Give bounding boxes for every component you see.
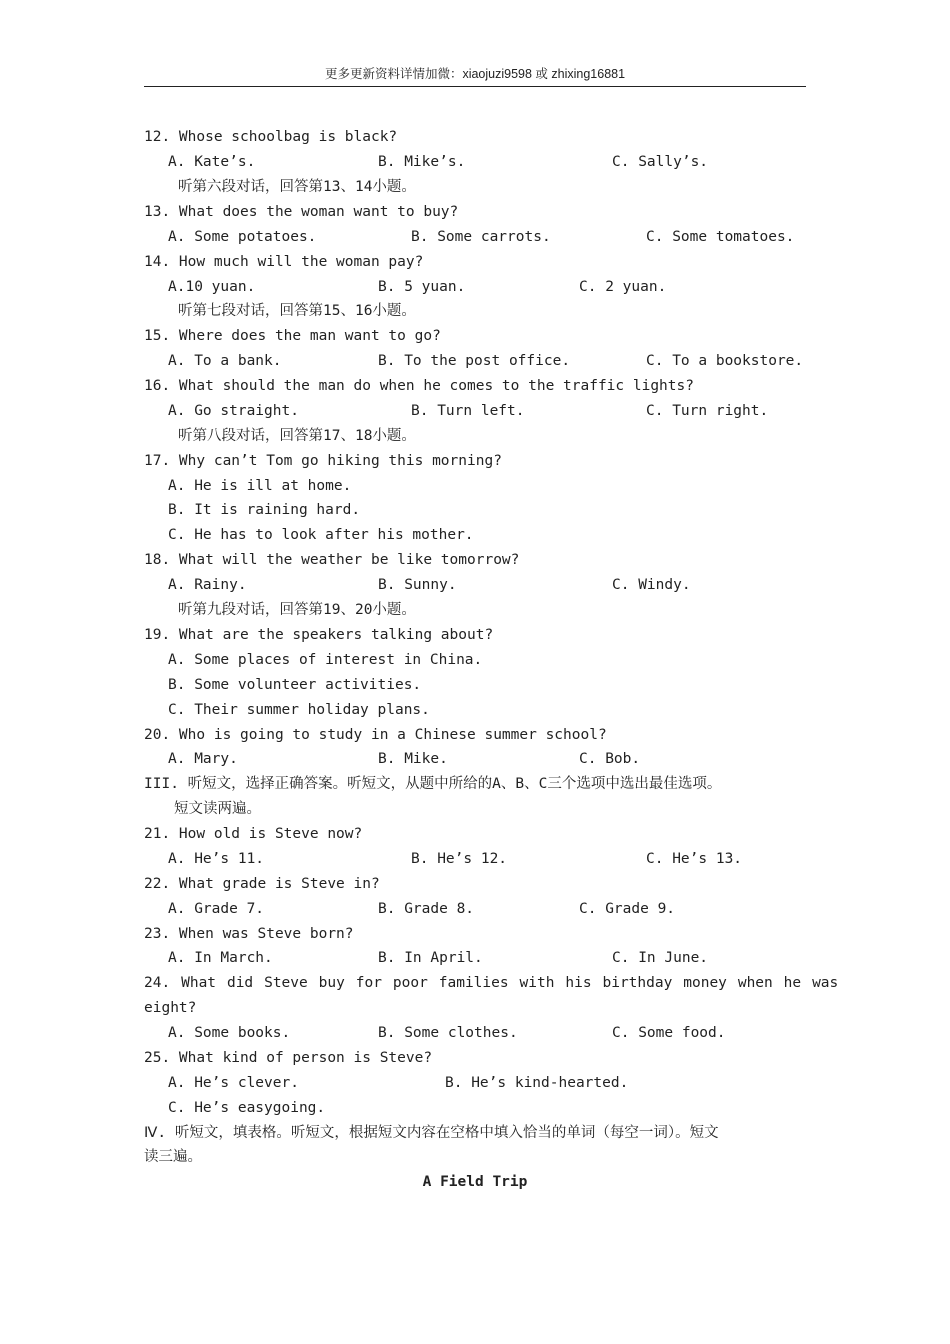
option-25-a: A. He’s clever. [168,1075,299,1091]
option-16-b: B. Turn left. [411,403,525,419]
option-12-b: B. Mike’s. [378,154,466,170]
question-16: 16. What should the man do when he comes to the traffic lights? [144,378,694,394]
option-21-b: B. He’s 12. [411,851,508,867]
question-24: 24. What did Steve buy for poor families with his birthday money when he was [144,975,839,991]
option-24-c: C. Some food. [612,1025,726,1041]
option-22-b: B. Grade 8. [378,901,475,917]
option-12-c: C. Sally’s. [612,154,709,170]
question-12: 12. Whose schoolbag is black? [144,129,398,145]
question-24-cont: eight? [144,1000,197,1016]
option-15-b: B. To the post office. [378,353,571,369]
option-16-c: C. Turn right. [646,403,769,419]
question-13: 13. What does the woman want to buy? [144,204,459,220]
option-24-b: B. Some clothes. [378,1025,518,1041]
question-23: 23. When was Steve born? [144,926,354,942]
question-18: 18. What will the weather be like tomorrow? [144,552,520,568]
option-14-a: A.10 yuan. [168,279,256,295]
section-iv-heading-cont: 读三遍。 [144,1149,202,1165]
option-22-a: A. Grade 7. [168,901,265,917]
option-13-a: A. Some potatoes. [168,229,317,245]
option-20-b: B. Mike. [378,751,448,767]
section-iii-heading: III. 听短文，选择正确答案。听短文，从题中所给的A、B、C三个选项中选出最佳选项。 [144,776,722,792]
option-17-a: A. He is ill at home. [168,478,352,494]
option-17-c: C. He has to look after his mother. [168,527,474,543]
option-14-c: C. 2 yuan. [579,279,667,295]
option-20-a: A. Mary. [168,751,238,767]
header-divider [144,86,806,87]
section-iii-heading-cont: 短文读两遍。 [174,801,261,817]
option-20-c: C. Bob. [579,751,641,767]
option-23-b: B. In April. [378,950,483,966]
option-25-b: B. He’s kind-hearted. [445,1075,629,1091]
page-header: 更多更新资料详情加微：xiaojuzi9598 或 zhixing16881 [324,67,626,81]
question-20: 20. Who is going to study in a Chinese summer school? [144,727,607,743]
option-13-b: B. Some carrots. [411,229,551,245]
option-15-c: C. To a bookstore. [646,353,804,369]
option-19-a: A. Some places of interest in China. [168,652,483,668]
option-24-a: A. Some books. [168,1025,291,1041]
option-18-b: B. Sunny. [378,577,457,593]
option-19-b: B. Some volunteer activities. [168,677,422,693]
question-25: 25. What kind of person is Steve? [144,1050,433,1066]
option-17-b: B. It is raining hard. [168,502,361,518]
question-21: 21. How old is Steve now? [144,826,363,842]
option-23-a: A. In March. [168,950,273,966]
instruction-dialogue-9: 听第九段对话，回答第19、20小题。 [178,602,416,618]
option-21-a: A. He’s 11. [168,851,265,867]
section-title: A Field Trip [422,1174,528,1190]
question-19: 19. What are the speakers talking about? [144,627,494,643]
option-16-a: A. Go straight. [168,403,299,419]
option-21-c: C. He’s 13. [646,851,743,867]
option-18-a: A. Rainy. [168,577,247,593]
instruction-dialogue-7: 听第七段对话，回答第15、16小题。 [178,303,416,319]
option-13-c: C. Some tomatoes. [646,229,795,245]
question-22: 22. What grade is Steve in? [144,876,380,892]
question-17: 17. Why can’t Tom go hiking this morning? [144,453,502,469]
option-12-a: A. Kate’s. [168,154,256,170]
section-iv-heading: Ⅳ. 听短文，填表格。听短文，根据短文内容在空格中填入恰当的单词（每空一词）。短文 [144,1125,719,1141]
option-23-c: C. In June. [612,950,709,966]
instruction-dialogue-8: 听第八段对话，回答第17、18小题。 [178,428,416,444]
option-18-c: C. Windy. [612,577,691,593]
option-19-c: C. Their summer holiday plans. [168,702,430,718]
option-22-c: C. Grade 9. [579,901,676,917]
option-14-b: B. 5 yuan. [378,279,466,295]
instruction-dialogue-6: 听第六段对话，回答第13、14小题。 [178,179,416,195]
option-15-a: A. To a bank. [168,353,282,369]
question-14: 14. How much will the woman pay? [144,254,424,270]
option-25-c: C. He’s easygoing. [168,1100,326,1116]
question-15: 15. Where does the man want to go? [144,328,441,344]
